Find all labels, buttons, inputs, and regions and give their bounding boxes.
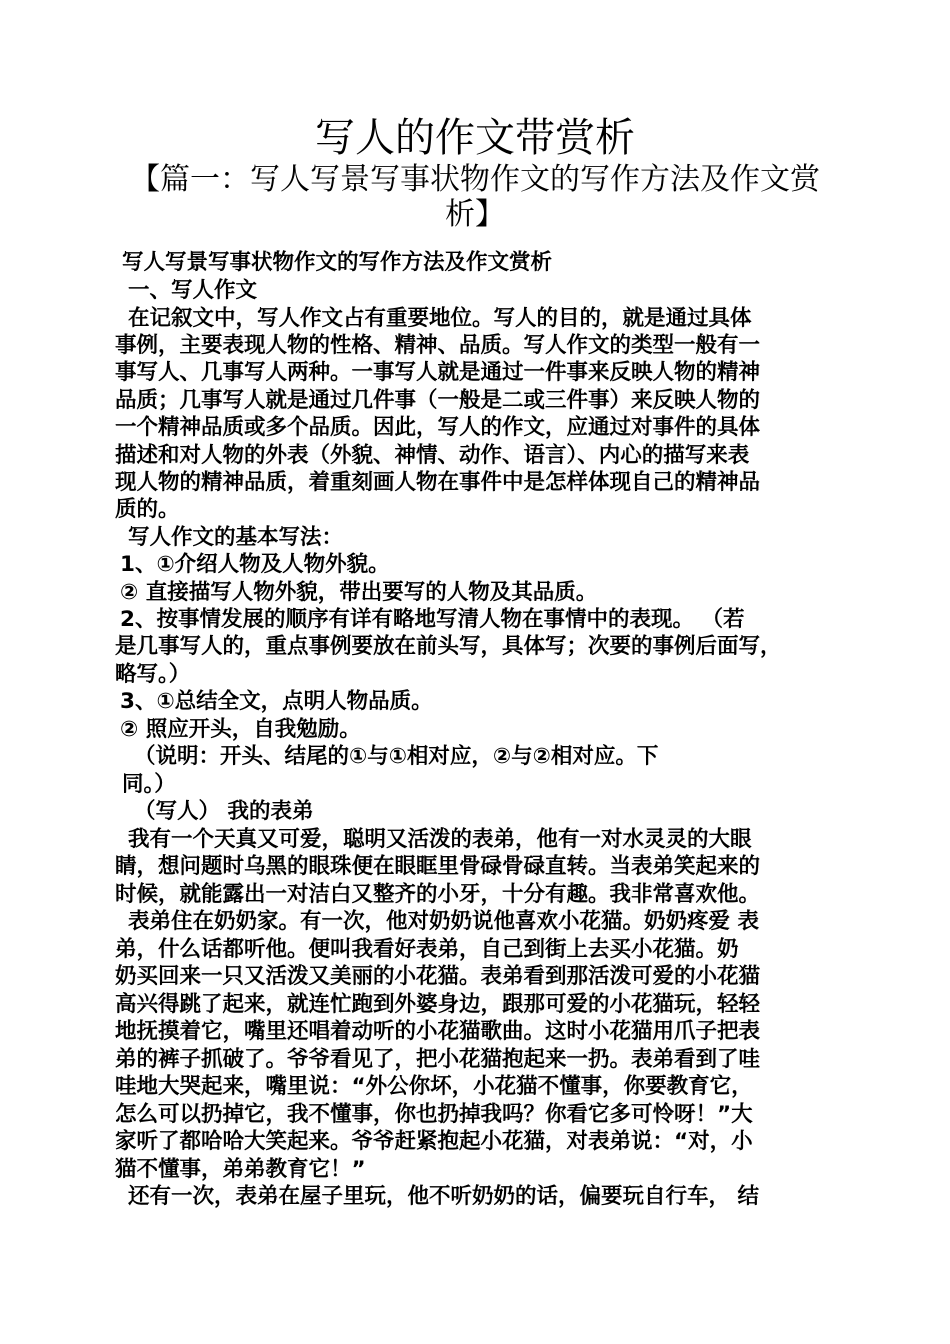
essay-line: 弟的裤子抓破了。爷爷看见了，把小花猫抱起来一扔。表弟看到了哇 bbox=[115, 1047, 761, 1072]
body-line: 品质；几事写人就是通过几件事（一般是二或三件事）来反映人物的 bbox=[115, 388, 761, 413]
essay-line: 弟，什么话都听他。便叫我看好表弟，自己到街上去买小花猫。奶 bbox=[115, 937, 739, 962]
method-step: 3、①总结全文，点明人物品质。 bbox=[120, 689, 433, 714]
method-step: 2、按事情发展的顺序有详有略地写清人物在事情中的表现。 （若 bbox=[120, 607, 745, 632]
essay-line: 地抚摸着它，嘴里还唱着动听的小花猫歌曲。这时小花猫用爪子把表 bbox=[115, 1019, 761, 1044]
essay-line: 表弟住在奶奶家。有一次，他对奶奶说他喜欢小花猫。奶奶疼爱 表 bbox=[128, 909, 759, 934]
note-line: （说明：开头、结尾的①与①相对应，②与②相对应。下 bbox=[134, 744, 659, 769]
method-step: 是几事写人的，重点事例要放在前头写，具体写；次要的事例后面写， bbox=[115, 634, 782, 659]
essay-line: 时候，就能露出一对洁白又整齐的小牙，十分有趣。我非常喜欢他。 bbox=[115, 882, 761, 907]
method-step: 1、①介绍人物及人物外貌。 bbox=[120, 552, 390, 577]
method-step: 略写。） bbox=[115, 662, 191, 687]
method-step: ② 照应开头，自我勉励。 bbox=[120, 717, 361, 742]
essay-title: （写人） 我的表弟 bbox=[134, 799, 314, 824]
essay-line: 高兴得跳了起来，就连忙跑到外婆身边，跟那可爱的小花猫玩，轻轻 bbox=[115, 992, 761, 1017]
body-line: 事写人、几事写人两种。一事写人就是通过一件事来反映人物的精神 bbox=[115, 360, 761, 385]
document-title: 写人的作文带赏析 bbox=[315, 115, 635, 161]
essay-line: 怎么可以扔掉它，我不懂事，你也扔掉我吗？你看它多可怜呀！”大 bbox=[115, 1102, 753, 1127]
note-line: 同。） bbox=[122, 772, 176, 797]
subsection-heading: 一、写人作文 bbox=[128, 278, 258, 303]
essay-line: 家听了都哈哈大笑起来。爷爷赶紧抱起小花猫，对表弟说：“对，小 bbox=[115, 1129, 753, 1154]
body-line: 事例，主要表现人物的性格、精神、品质。写人作文的类型一般有一 bbox=[115, 333, 761, 358]
essay-line: 我有一个天真又可爱，聪明又活泼的表弟，他有一对水灵灵的大眼 bbox=[128, 827, 752, 852]
body-line: 描述和对人物的外表（外貌、神情、动作、语言）、内心的描写来表 bbox=[115, 443, 750, 468]
essay-line: 猫不懂事，弟弟教育它！” bbox=[115, 1157, 366, 1182]
document-subtitle-line-2: 析】 bbox=[445, 197, 505, 232]
essay-line: 还有一次，表弟在屋子里玩，他不听奶奶的话，偏要玩自行车， 结 bbox=[128, 1184, 759, 1209]
body-line: 质的。 bbox=[115, 497, 180, 522]
essay-line: 哇地大哭起来，嘴里说：“外公你坏，小花猫不懂事，你要教育它， bbox=[115, 1074, 753, 1099]
method-heading: 写人作文的基本写法： bbox=[128, 525, 344, 550]
method-step: ② 直接描写人物外貌，带出要写的人物及其品质。 bbox=[120, 580, 598, 605]
essay-line: 睛，想问题时乌黑的眼珠便在眼眶里骨碌骨碌直转。当表弟笑起来的 bbox=[115, 854, 761, 879]
essay-line: 奶买回来一只又活泼又美丽的小花猫。表弟看到那活泼可爱的小花猫 bbox=[115, 964, 761, 989]
body-line: 在记叙文中，写人作文占有重要地位。写人的目的，就是通过具体 bbox=[128, 306, 752, 331]
document-subtitle-line-1: 【篇一：写人写景写事状物作文的写作方法及作文赏 bbox=[130, 162, 820, 197]
section-heading: 写人写景写事状物作文的写作方法及作文赏析 bbox=[122, 250, 553, 275]
body-line: 一个精神品质或多个品质。因此，写人的作文，应通过对事件的具体 bbox=[115, 415, 761, 440]
body-line: 现人物的精神品质，着重刻画人物在事件中是怎样体现自己的精神品 bbox=[115, 470, 761, 495]
